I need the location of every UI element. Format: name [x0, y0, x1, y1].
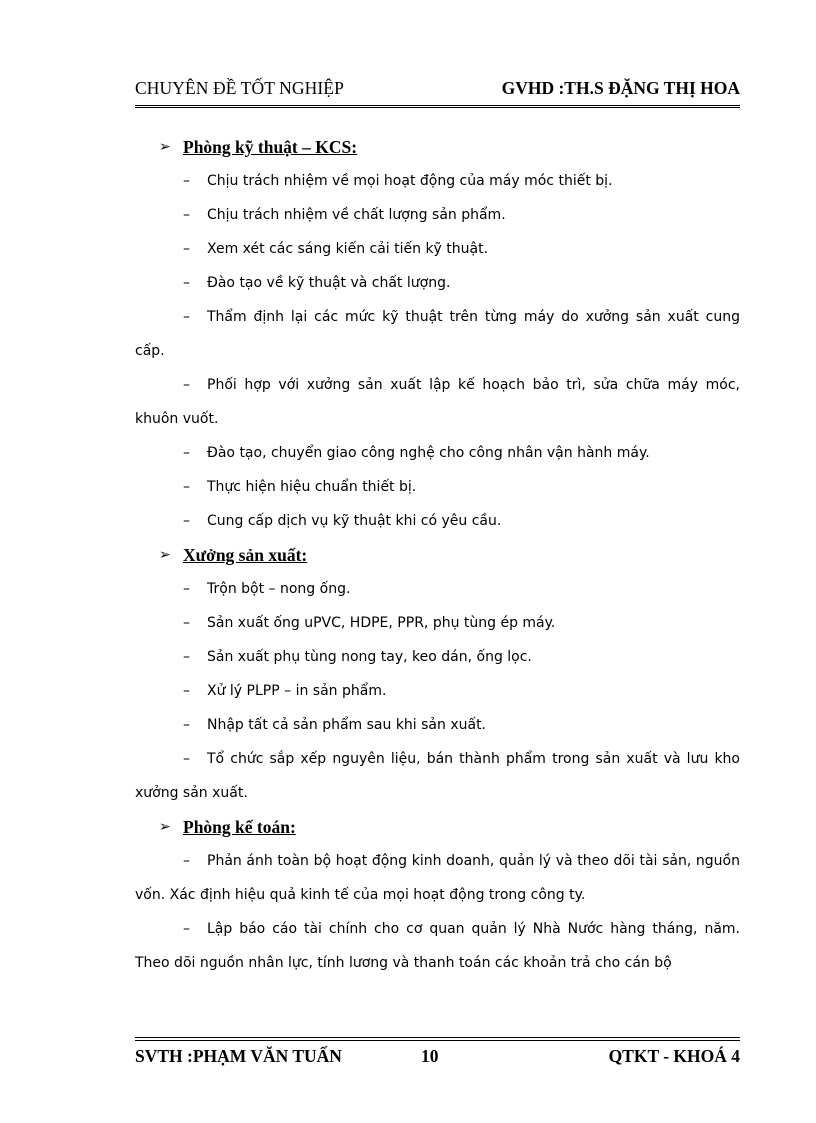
list-item-text: Xử lý PLPP – in sản phẩm.	[207, 683, 387, 699]
dash-bullet: –	[183, 309, 190, 325]
list-item	[135, 164, 740, 198]
section-title: Xưởng sản xuất:	[183, 545, 308, 565]
list-item	[135, 844, 740, 912]
footer-rule-line	[135, 1037, 740, 1038]
list-item-text: Tổ chức sắp xếp nguyên liệu, bán thành phẩm trong sản xuất và lưu kho xưởng sản xuất.	[135, 751, 740, 801]
dash-bullet: –	[183, 581, 190, 597]
dash-bullet: –	[183, 207, 190, 223]
list-item	[135, 436, 740, 470]
list-item	[135, 504, 740, 538]
dash-bullet: –	[183, 275, 190, 291]
list-item-text: Chịu trách nhiệm về chất lượng sản phẩm.	[207, 207, 506, 223]
section-heading	[135, 538, 740, 572]
dash-bullet: –	[183, 717, 190, 733]
section-title: Phòng kế toán:	[183, 817, 296, 837]
list-item	[135, 368, 740, 436]
section-title: Phòng kỹ thuật – KCS:	[183, 137, 358, 157]
list-item	[135, 232, 740, 266]
list-item-text: Trộn bột – nong ống.	[207, 581, 351, 597]
list-item	[135, 606, 740, 640]
dash-bullet: –	[183, 751, 190, 767]
footer-left-text: SVTH :PHẠM VĂN TUẤN	[135, 1046, 342, 1066]
list-item	[135, 640, 740, 674]
list-item	[135, 266, 740, 300]
dash-bullet: –	[183, 173, 190, 189]
dash-bullet: –	[183, 683, 190, 699]
header-left-text: CHUYÊN ĐỀ TỐT NGHIỆP	[135, 78, 344, 98]
dash-bullet: –	[183, 377, 190, 393]
list-item-text: Cung cấp dịch vụ kỹ thuật khi có yêu cầu.	[207, 513, 502, 529]
list-item	[135, 470, 740, 504]
arrow-bullet-icon: ➢	[159, 547, 171, 563]
dash-bullet: –	[183, 513, 190, 529]
section-heading	[135, 810, 740, 844]
list-item-text: Phối hợp với xưởng sản xuất lập kế hoạch bảo trì, sửa chữa máy móc, khuôn vuốt.	[135, 377, 740, 427]
list-item-text: Nhập tất cả sản phẩm sau khi sản xuất.	[207, 717, 487, 733]
list-item	[135, 708, 740, 742]
list-item-text: Đào tạo, chuyển giao công nghệ cho công nhân vận hành máy.	[207, 445, 650, 461]
dash-bullet: –	[183, 921, 190, 937]
list-item-text: Xem xét các sáng kiến cải tiến kỹ thuật.	[207, 241, 489, 257]
list-item-text: Sản xuất phụ tùng nong tay, keo dán, ống lọc.	[207, 649, 532, 665]
list-item	[135, 198, 740, 232]
dash-bullet: –	[183, 853, 190, 869]
footer-right-text: QTKT - KHOÁ 4	[608, 1046, 740, 1066]
list-item-text: Chịu trách nhiệm về mọi hoạt động của máy móc thiết bị.	[207, 173, 613, 189]
document-body	[135, 130, 740, 980]
section-heading	[135, 130, 740, 164]
footer-rule-line	[135, 1040, 740, 1041]
header-right-text: GVHD :TH.S ĐẶNG THỊ HOA	[501, 78, 740, 98]
list-item	[135, 572, 740, 606]
list-item-text: Thẩm định lại các mức kỹ thuật trên từng máy do xưởng sản xuất cung cấp.	[135, 309, 740, 359]
list-item	[135, 674, 740, 708]
page-number: 10	[421, 1046, 439, 1066]
list-item-text: Lập báo cáo tài chính cho cơ quan quản lý Nhà Nước hàng tháng, năm. Theo dõi nguồn nhân lực, tính lương và thanh toán các khoản trả cho cán bộ	[135, 921, 740, 971]
header-rule-line	[135, 105, 740, 106]
dash-bullet: –	[183, 479, 190, 495]
page-header	[135, 78, 740, 102]
footer-rule	[135, 1037, 740, 1040]
list-item	[135, 912, 740, 980]
dash-bullet: –	[183, 615, 190, 631]
header-rule	[135, 105, 740, 108]
list-item	[135, 742, 740, 810]
dash-bullet: –	[183, 445, 190, 461]
page-footer	[135, 1046, 740, 1070]
list-item-text: Sản xuất ống uPVC, HDPE, PPR, phụ tùng ép máy.	[207, 615, 556, 631]
list-item	[135, 300, 740, 368]
dash-bullet: –	[183, 649, 190, 665]
arrow-bullet-icon: ➢	[159, 139, 171, 155]
arrow-bullet-icon: ➢	[159, 819, 171, 835]
header-rule-line	[135, 107, 740, 108]
list-item-text: Thực hiện hiệu chuẩn thiết bị.	[207, 479, 417, 495]
list-item-text: Phản ánh toàn bộ hoạt động kinh doanh, quản lý và theo dõi tài sản, nguồn vốn. Xác định hiệu quả kinh tế của mọi hoạt động trong công ty.	[135, 853, 740, 903]
dash-bullet: –	[183, 241, 190, 257]
list-item-text: Đào tạo về kỹ thuật và chất lượng.	[207, 275, 451, 291]
